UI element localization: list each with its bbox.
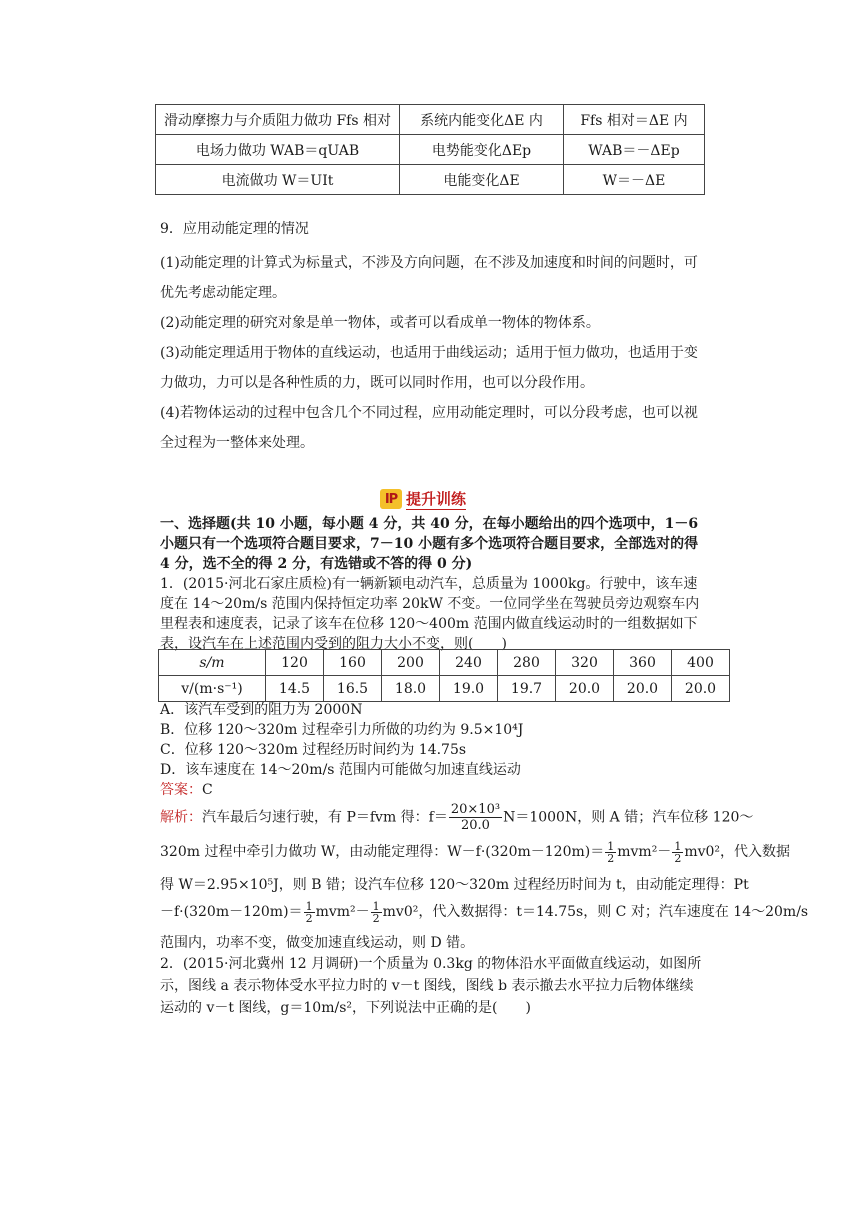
answer-label: 答案： [160,782,202,798]
fraction-numerator: 1 [674,839,682,853]
table-cell: 120 [266,650,324,676]
fraction-denominator: 2 [305,911,313,925]
table-row [159,650,730,676]
fraction-denominator: 2 [607,851,615,865]
table-cell: 16.5 [324,676,382,702]
analysis-text: mv0²，代入数据 [684,844,791,860]
analysis-text: 320m 过程中牵引力做功 W，由动能定理得：W－f·(320m－120m)＝ [160,844,605,860]
fraction-numerator: 1 [372,899,380,913]
table-cell: 19.0 [440,676,498,702]
table-cell: 电势能变化ΔEp [400,135,564,165]
table-row [156,105,705,135]
question-2-stem: 2．(2015·河北冀州 12 月调研)一个质量为 0.3kg 的物体沿水平面做直线运动，如图所示，图线 a 表示物体受水平拉力时的 v－t 图线，图线 b 表示撤去水平拉力后物体继续运动的 v－t 图线，g＝10m/s²，下列说法中正确的是( ) [160,956,702,1016]
table-cell: 20.0 [556,676,614,702]
table-cell: 320 [556,650,614,676]
table-cell: 14.5 [266,676,324,702]
table-cell: 滑动摩擦力与介质阻力做功 Ffs 相对 [156,105,400,135]
table-cell: W＝－ΔE [564,165,705,195]
fraction-half [672,841,683,864]
table-cell: 19.7 [498,676,556,702]
table-cell: 400 [672,650,730,676]
fraction [449,802,502,833]
work-energy-relation-table [155,104,705,195]
analysis-text: N＝1000N，则 A 错；汽车位移 120～ [503,809,754,826]
table-row [156,165,705,195]
ip-logo-icon: IP [380,489,402,509]
table-row [156,135,705,165]
fraction-denominator: 20.0 [461,818,490,833]
analysis-line-1 [160,802,753,833]
fraction-numerator: 20×10³ [450,802,501,817]
analysis-line-5: 范围内，功率不变，做变加速直线运动，则 D 错。 [160,935,475,951]
table-header: s/m [159,650,266,676]
banner-title: 提升训练 [406,490,467,508]
section-banner [380,488,466,510]
table-row [159,676,730,702]
table-cell: 18.0 [382,676,440,702]
answer-value: C [202,782,213,798]
question-intro: 一、选择题(共 10 小题，每小题 4 分，共 40 分，在每小题给出的四个选项中，1－6 小题只有一个选项符合题目要求，7－10 小题有多个选项符合题目要求，全部选对的得 4 分，选不全的得 2 分，有选错或不答的得 0 分) [160,516,699,572]
fraction-half [304,901,315,924]
table-cell: 200 [382,650,440,676]
fraction-numerator: 1 [305,899,313,913]
table-cell: 160 [324,650,382,676]
fraction-numerator: 1 [607,839,615,853]
analysis-text: mv0²，代入数据得：t＝14.75s，则 C 对；汽车速度在 14～20m/s [382,904,809,920]
option-c: C．位移 120～320m 过程经历时间约为 14.75s [160,742,467,758]
option-d: D．该车速度在 14～20m/s 范围内可能做匀加速直线运动 [160,762,521,778]
paragraph-2: (2)动能定理的研究对象是单一物体，或者可以看成单一物体的物体系。 [160,315,600,331]
table-cell: Ffs 相对＝ΔE 内 [564,105,705,135]
analysis-text: 汽车最后匀速行驶，有 P＝fvm 得：f＝ [202,809,448,826]
table-cell: 电能变化ΔE [400,165,564,195]
fraction-half [605,841,616,864]
fraction-denominator: 2 [372,911,380,925]
paragraph-3: (3)动能定理适用于物体的直线运动，也适用于曲线运动；适用于恒力做功，也适用于变力做功，力可以是各种性质的力，既可以同时作用，也可以分段作用。 [160,345,698,391]
analysis-label: 解析： [160,809,202,826]
table-cell: 电场力做功 WAB＝qUAB [156,135,400,165]
table-cell: 280 [498,650,556,676]
table-cell: 电流做功 W＝UIt [156,165,400,195]
table-cell: WAB＝－ΔEp [564,135,705,165]
analysis-line-2 [160,838,790,866]
table-cell: 系统内能变化ΔE 内 [400,105,564,135]
table-cell: 20.0 [672,676,730,702]
paragraph-1: (1)动能定理的计算式为标量式，不涉及方向问题，在不涉及加速度和时间的问题时，可优先考虑动能定理。 [160,255,698,301]
fraction-half [371,901,382,924]
table-cell: 20.0 [614,676,672,702]
question-1-stem: 1．(2015·河北石家庄质检)有一辆新颖电动汽车，总质量为 1000kg。行驶中，该车速度在 14～20m/s 范围内保持恒定功率 20kW 不变。一位同学坐在驾驶员旁边观察车内里程表和速度表，记录了该车在位移 120～400m 范围内做直线运动时的一组数据如下表，设汽车在上述范围内受到的阻力大小不变，则( ) [160,576,700,652]
section-title: 9．应用动能定理的情况 [160,221,309,237]
option-a: A．该汽车受到的阻力为 2000N [160,702,363,718]
option-b: B．位移 120～320m 过程牵引力所做的功约为 9.5×10⁴J [160,722,524,738]
table-cell: 240 [440,650,498,676]
analysis-line-3: 得 W＝2.95×10⁵J，则 B 错；设汽车位移 120～320m 过程经历时间为 t，由动能定理得：Pt [160,877,749,893]
analysis-text: mvm²－ [315,904,370,920]
analysis-text: －f·(320m－120m)＝ [160,904,303,920]
table-header: v/(m·s⁻¹) [159,676,266,702]
paragraph-4: (4)若物体运动的过程中包含几个不同过程，应用动能定理时，可以分段考虑，也可以视全过程为一整体来处理。 [160,405,698,451]
answer-line [160,779,213,799]
fraction-denominator: 2 [674,851,682,865]
analysis-line-4 [160,898,808,926]
table-cell: 360 [614,650,672,676]
analysis-text: mvm²－ [617,844,672,860]
speed-data-table [158,649,730,702]
